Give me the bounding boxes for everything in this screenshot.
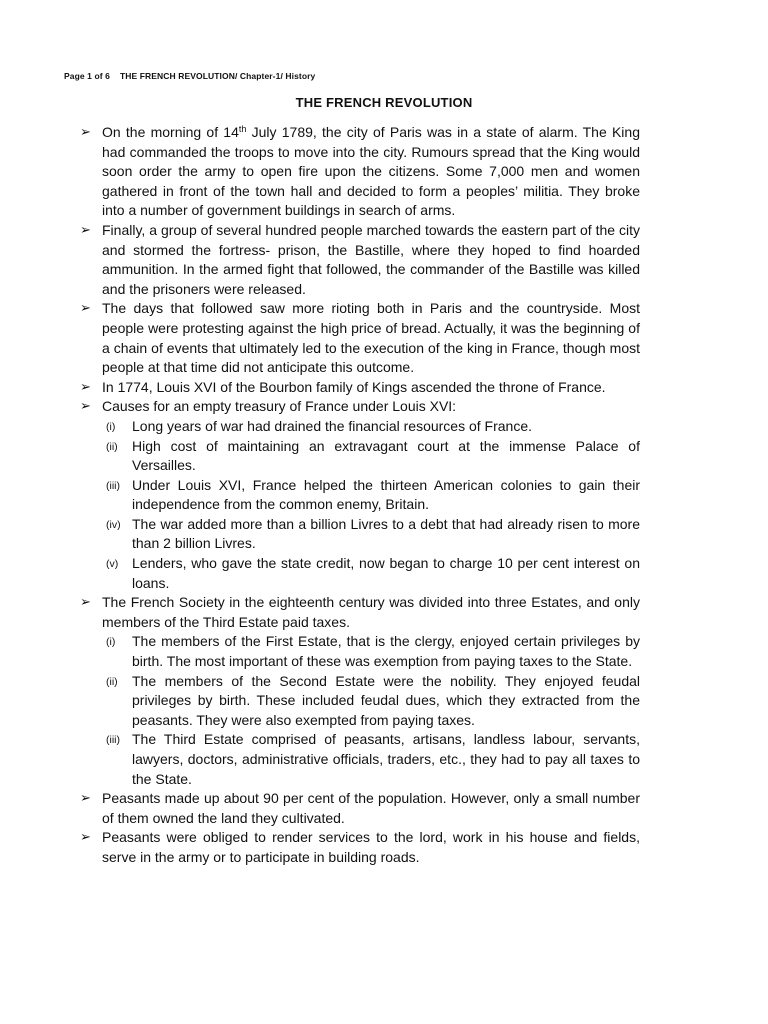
bullet-paragraph: ➢ Finally, a group of several hundred people marched towards the eastern part of the city and stormed the fortress- prison, the Bastille, where they hoped to find hoarded ammunition. In the armed fight that followed, the commander of the Bastille was killed and the prisoners were released. (80, 221, 640, 299)
bullet-text: July 1789, the city of Paris was in a state of alarm. The King had commanded the troops to move into the city. Rumours spread that the King would soon order the army to open fire upon the citizens. Some 7,000 men and women gathered in front of the town hall and decided to form a peoples’ militia. They broke into a number of government buildings in search of arms. (102, 124, 640, 219)
sub-item-number: (iii) (106, 734, 120, 747)
sub-item-text: Lenders, who gave the state credit, now began to charge 10 per cent interest on loans. (132, 555, 640, 591)
sub-item-number: (i) (106, 420, 116, 433)
header-subject: THE FRENCH REVOLUTION/ Chapter-1/ History (119, 71, 316, 81)
document-title: THE FRENCH REVOLUTION (295, 95, 473, 110)
sub-item-text: Long years of war had drained the financial resources of France. (132, 417, 533, 434)
sub-item-text: The war added more than a billion Livres to a debt that had already risen to more than 2 billion Livres. (132, 515, 640, 552)
page-number: Page 1 of 6 (64, 71, 110, 81)
document-body (80, 123, 640, 868)
bullet-text: On the morning of 14 (102, 124, 239, 140)
bullet-paragraph: ➢ Causes for an empty treasury of France under Louis XVI: (80, 397, 640, 417)
sub-item-text: High cost of maintaining an extravagant court at the immense Palace of Versailles. (132, 437, 640, 474)
sub-item (80, 672, 640, 731)
bullet-paragraph: ➢ The days that followed saw more rioting both in Paris and the countryside. Most people were protesting against the high price of bread. Actually, it was the beginning of a chain of events that ultimately led to the execution of the king in France, though most people at that time did not anticipate this outcome. (80, 299, 640, 377)
sub-item-number: (v) (106, 558, 119, 571)
sub-item (80, 554, 640, 593)
sub-item-text: The members of the First Estate, that is the clergy, enjoyed certain privileges by birth. The most important of these was exemption from paying taxes to the State. (132, 633, 640, 670)
sub-item-text: The members of the Second Estate were the nobility. They enjoyed feudal privileges by birth. These included feudal dues, which they extracted from the peasants. They were also exempted from paying taxes. (132, 672, 640, 728)
bullet-paragraph (80, 123, 640, 221)
sub-item-number: (iv) (106, 518, 121, 531)
sub-item-number: (ii) (106, 675, 118, 688)
sub-item (80, 515, 640, 554)
bullet-paragraph: ➢ Peasants made up about 90 per cent of the population. However, only a small number of them owned the land they cultivated. (80, 789, 640, 828)
sub-item-number: (ii) (106, 440, 118, 453)
sub-item-number: (i) (106, 636, 116, 649)
page-header (64, 71, 315, 81)
superscript: th (238, 124, 247, 134)
bullet-paragraph: ➢ The French Society in the eighteenth century was divided into three Estates, and only members of the Third Estate paid taxes. (80, 593, 640, 632)
sub-item (80, 730, 640, 789)
sub-item-text: Under Louis XVI, France helped the thirteen American colonies to gain their independence from the common enemy, Britain. (132, 476, 640, 513)
sub-item-number: (iii) (106, 479, 120, 492)
bullet-paragraph: ➢ In 1774, Louis XVI of the Bourbon family of Kings ascended the throne of France. (80, 378, 640, 398)
sub-item (80, 417, 640, 437)
bullet-paragraph: ➢ Peasants were obliged to render services to the lord, work in his house and fields, serve in the army or to participate in building roads. (80, 828, 640, 867)
sub-item (80, 476, 640, 515)
sub-item-text: The Third Estate comprised of peasants, artisans, landless labour, servants, lawyers, doctors, administrative officials, traders, etc., they had to pay all taxes to the State. (132, 731, 640, 787)
sub-item (80, 437, 640, 476)
sub-item (80, 632, 640, 671)
